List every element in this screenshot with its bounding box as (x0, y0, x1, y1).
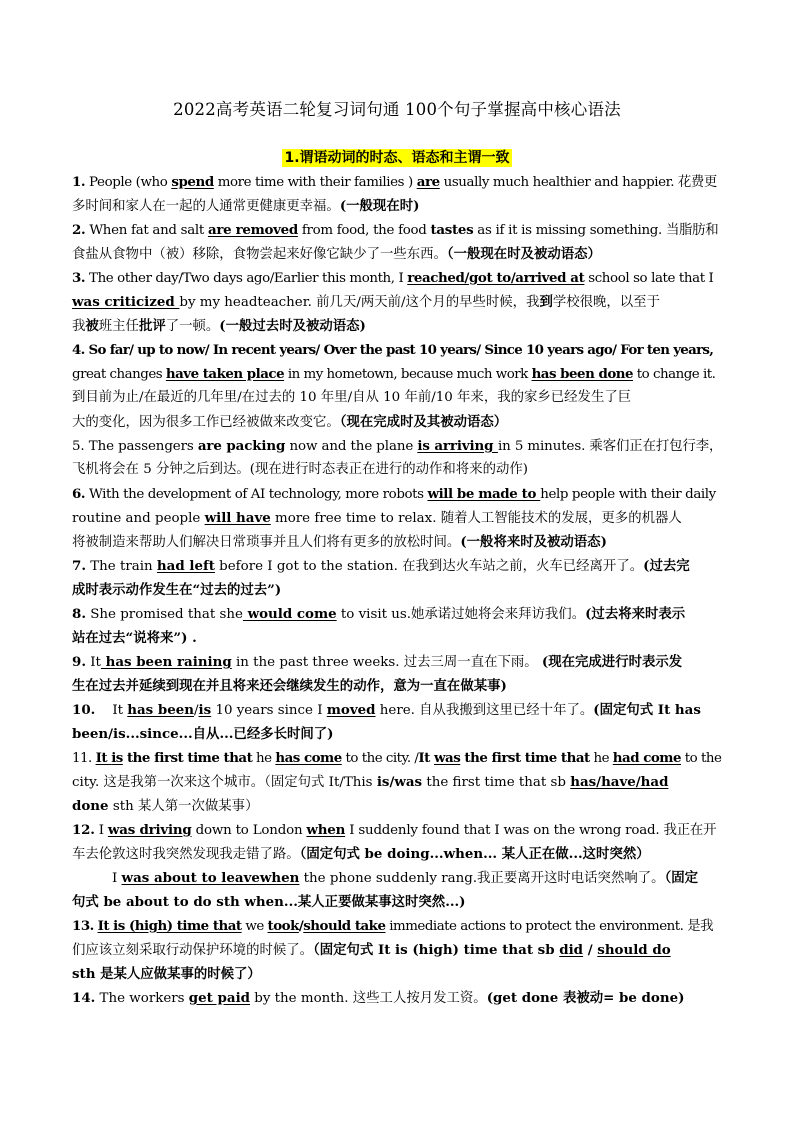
grammar-note: (一般现在时) (339, 198, 420, 214)
translation: 我 (72, 319, 86, 334)
sentence-7-line-2 (72, 578, 722, 602)
sentence-number: 8. (72, 606, 86, 622)
emphasis: 批评 (138, 318, 166, 334)
sentence-number: 6. (72, 486, 86, 502)
key-verb: get paid (188, 990, 251, 1006)
sentence-10-line-1 (72, 698, 722, 722)
translation: 将被制造来帮助人们解决日常琐事并且人们将有更多的放松时间。 (72, 535, 461, 550)
text: as if it is missing something. 当脂肪和 (473, 223, 719, 238)
sentence-9-line-1 (72, 650, 722, 674)
key-phrase: when (306, 822, 346, 838)
key-verb: was (434, 750, 461, 766)
grammar-note: (现在完成进行时表示发 (541, 654, 683, 670)
translation: 们应该立刻采取行动保护环境的时候了。 (72, 943, 314, 958)
text: by the month. 这些工人按月发工资。 (250, 991, 487, 1006)
key-verb: has/have/had (570, 774, 669, 790)
sentence-4-line-1 (72, 338, 722, 362)
translation: 车去伦敦这时我突然发现我走错了路。 (72, 847, 300, 862)
text: to change it. (633, 367, 716, 382)
text: I (94, 823, 108, 838)
key-verb: would come (242, 606, 337, 622)
sentence-12-line-4 (72, 890, 722, 914)
grammar-note: 句式 be about to do sth when...某人正要做某事这时突然...) (72, 894, 466, 910)
time-phrases: So far/ up to now/ In recent years/ Over the past 10 years/ Since 10 years ago/ For ten years, (84, 342, 714, 358)
key-phrase: It (95, 750, 112, 766)
text: When fat and salt (85, 223, 208, 238)
key-verb: will be made to (427, 486, 541, 502)
key-verb: is (198, 702, 212, 718)
text: in 5 minutes. 乘客们正在打包行李， (497, 439, 723, 454)
sentence-number: 13. (72, 918, 94, 934)
key-verb: is/was (376, 774, 423, 790)
sentence-12-line-2 (72, 842, 722, 866)
text: now and the plane (285, 439, 418, 454)
key-phrase: It is (high) time that (97, 918, 242, 934)
text: he (589, 751, 613, 766)
sentence-2-line-2 (72, 242, 722, 266)
grammar-note: sth 是某人应做某事的时候了） (72, 966, 261, 982)
sentence-list (72, 170, 722, 1010)
grammar-note: 站在过去“说将来”) . (72, 630, 197, 646)
text: It (95, 703, 128, 718)
sentence-3-line-3 (72, 314, 722, 338)
sentence-number: 12. (72, 822, 95, 838)
key-phrase: when (259, 870, 300, 886)
key-verb: should take (303, 918, 386, 934)
key-verb: did (559, 942, 584, 958)
grammar-note: been/is...since...自从...已经多长时间了) (72, 726, 334, 742)
page-title: 2022高考英语二轮复习词句通 100个句子掌握高中核心语法 (173, 100, 621, 119)
text: great changes (72, 367, 166, 382)
sentence-9-line-2 (72, 674, 722, 698)
key-verb: has been done (531, 366, 634, 382)
sentence-6-line-2 (72, 506, 722, 530)
grammar-note: （现在完成时及其被动语态） (339, 414, 508, 430)
sentence-6-line-3 (72, 530, 722, 554)
text: he (252, 751, 276, 766)
key-verb: had come (612, 750, 681, 766)
text: immediate actions to protect the environment. 是我 (385, 919, 713, 934)
text: The workers (95, 991, 189, 1006)
grammar-note: (一般将来时及被动语态) (460, 534, 607, 550)
sentence-number: 2. (72, 222, 86, 238)
grammar-note: （一般现在时及被动语态） (446, 246, 601, 262)
key-verb: is (111, 750, 123, 766)
text: routine and people (72, 511, 205, 526)
translation: 飞机将会在 5 分钟之后到达。(现在进行时态表正在进行的动作和将来的动作) (72, 462, 528, 477)
sentence-number: 14. (72, 990, 96, 1006)
key-verb: are packing (197, 438, 286, 454)
text: She promised that she (85, 607, 243, 622)
sentence-11-line-1 (72, 746, 722, 770)
sentence-3-line-1 (72, 266, 722, 290)
sentence-8-line-2 (72, 626, 722, 650)
key-verb: had left (156, 558, 215, 574)
sentence-5-line-2 (72, 458, 722, 482)
text: the phone suddenly rang.我正要离开这时电话突然响了。 (299, 871, 665, 886)
sentence-5-line-1 (72, 434, 722, 458)
key-verb: are (416, 174, 440, 190)
sentence-number: 9. (72, 654, 86, 670)
text: school so late that I (584, 271, 714, 286)
translation: 到目前为止/在最近的几年里/在过去的 10 年里/自从 10 年前/10 年来，我的家乡已经发生了巨 (72, 390, 632, 405)
text: in my hometown, because much work (284, 367, 532, 382)
key-verb: are removed (207, 222, 298, 238)
text: The other day/Two days ago/Earlier this month, I (85, 271, 408, 286)
sentence-1-line-2 (72, 194, 722, 218)
text: to the (681, 751, 722, 766)
sentence-number: 1. (72, 174, 86, 190)
translation: 多时间和家人在一起的人通常更健康更幸福。 (72, 199, 340, 214)
grammar-note: （固定 (664, 870, 698, 886)
key-verb: tastes (430, 222, 474, 238)
sentence-13-line-3 (72, 962, 722, 986)
text: down to London (191, 823, 307, 838)
key-verb: will have (204, 510, 271, 526)
key-verb: took (267, 918, 299, 934)
sentence-3-line-2 (72, 290, 722, 314)
sentence-4-line-2 (72, 362, 722, 386)
text: help people with their daily (540, 487, 716, 502)
sentence-number: 4. (72, 342, 85, 358)
text: in the past three weeks. 过去三周一直在下雨。 (231, 655, 542, 670)
sentence-11-line-2 (72, 770, 722, 794)
emphasis: 被 (85, 318, 99, 334)
text: / (194, 703, 199, 718)
grammar-note: (过去将来时表示 (585, 606, 686, 622)
section-heading-text: 1.谓语动词的时态、语态和主谓一致 (284, 150, 510, 166)
text: People (who (85, 175, 172, 190)
grammar-note: (过去完 (643, 558, 690, 574)
key-verb: have taken place (165, 366, 285, 382)
grammar-note: (一般过去时及被动语态) (219, 318, 366, 334)
key-verb: spend (171, 174, 214, 190)
key-verb: is arriving (417, 438, 498, 454)
sentence-12-line-1 (72, 818, 722, 842)
key-verb: should do (597, 942, 671, 958)
sentence-2-line-1 (72, 218, 722, 242)
key-verb: reached/got to/arrived at (407, 270, 585, 286)
sentence-6-line-1 (72, 482, 722, 506)
text: It (85, 655, 101, 670)
key-verb: was driving (107, 822, 192, 838)
text: I suddenly found that I was on the wrong road. 我正在开 (345, 823, 717, 838)
grammar-note: (get done 表被动= be done) (486, 990, 685, 1006)
translation: 学校很晚，以至于 (552, 295, 660, 310)
emphasis: 到 (539, 294, 553, 310)
key-phrase: It (418, 750, 434, 766)
grammar-note: （固定句式 It is (high) time that sb (313, 942, 560, 958)
key-verb: has come (275, 750, 342, 766)
text: 10 years since I (211, 703, 327, 718)
text: before I got to the station. 在我到达火车站之前，火车已经离开了。 (214, 559, 644, 574)
key-verb: done (72, 798, 109, 814)
key-verb: moved (326, 702, 376, 718)
text: by my headteacher. 前几天/两天前/这个月的早些时候，我 (179, 295, 540, 310)
section-heading (0, 147, 794, 167)
text: 5. The passengers (72, 439, 198, 454)
sentence-12-line-3 (72, 866, 722, 890)
sentence-8-line-1 (72, 602, 722, 626)
sentence-13-line-1 (72, 914, 722, 938)
translation: 班主任 (98, 319, 139, 334)
text: / (298, 918, 304, 934)
sentence-11-line-3 (72, 794, 722, 818)
text: here. 自从我搬到这里已经十年了。 (375, 703, 594, 718)
translation: 了一顿。 (165, 319, 220, 334)
sentence-number: 10. (72, 702, 96, 718)
key-phrase: the first time that (460, 750, 590, 766)
translation: sth 某人第一次做某事） (108, 799, 259, 814)
key-verb: has been raining (100, 654, 232, 670)
translation: city. 这是我第一次来这个城市。（固定句式 It/This (72, 775, 377, 790)
text: more time with their families ) (213, 175, 417, 190)
sentence-13-line-2 (72, 938, 722, 962)
sentence-10-line-2 (72, 722, 722, 746)
text: we (241, 919, 268, 934)
text: With the development of AI technology, more robots (85, 487, 428, 502)
translation: 大的变化，因为很多工作已经被做来改变它。 (72, 415, 340, 430)
sentence-number: 7. (72, 558, 86, 574)
text: I (112, 871, 122, 886)
sentence-number: 3. (72, 270, 86, 286)
grammar-note: 生在过去并延续到现在并且将来还会继续发生的动作，意为一直在做某事) (72, 678, 507, 694)
text: The train (85, 559, 157, 574)
text: usually much healthier and happier. 花费更 (439, 175, 717, 190)
key-verb: has been (127, 702, 195, 718)
translation: 食盐从食物中（被）移除，食物尝起来好像它缺少了一些东西。 (72, 247, 447, 262)
text: from food, the food (297, 223, 431, 238)
sentence-4-line-4 (72, 410, 722, 434)
text: more free time to relax. 随着人工智能技术的发展，更多的机器人 (270, 511, 682, 526)
grammar-note: / (583, 942, 598, 958)
text: to the city. / (341, 751, 419, 766)
key-verb: was about to leave (121, 870, 260, 886)
grammar-note: 成时表示动作发生在“过去的过去”) (72, 582, 282, 598)
grammar-note: （固定句式 be doing...when... 某人正在做...这时突然） (299, 846, 650, 862)
sentence-14-line-1 (72, 986, 722, 1010)
key-phrase: the first time that (122, 750, 253, 766)
key-verb: was criticized (72, 294, 180, 310)
sentence-1-line-1 (72, 170, 722, 194)
text: to visit us.她承诺过她将会来拜访我们。 (336, 607, 586, 622)
sentence-4-line-3 (72, 386, 722, 410)
text: 11. (72, 751, 96, 766)
text: the first time that sb (422, 775, 571, 790)
grammar-note: (固定句式 It has (593, 702, 701, 718)
sentence-7-line-1 (72, 554, 722, 578)
